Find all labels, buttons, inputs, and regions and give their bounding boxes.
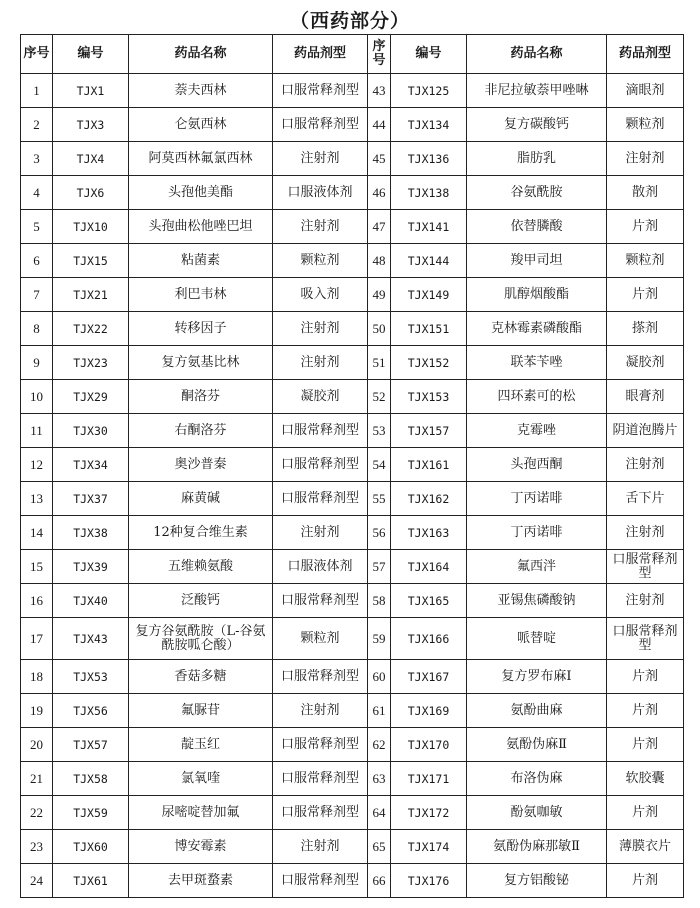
code-cell: TJX29 [53, 380, 129, 414]
name-cell: 尿嘧啶替加氟 [129, 796, 273, 830]
code-cell: TJX60 [53, 830, 129, 864]
form-cell: 注射剂 [273, 830, 368, 864]
seq-cell: 47 [368, 210, 391, 244]
form-cell: 口服常释剂型 [273, 660, 368, 694]
name-cell: 肌醇烟酸酯 [467, 278, 607, 312]
code-cell: TJX170 [391, 728, 467, 762]
form-cell: 凝胶剂 [273, 380, 368, 414]
table-row [21, 380, 684, 414]
seq-cell: 45 [368, 142, 391, 176]
code-cell: TJX134 [391, 108, 467, 142]
code-cell: TJX164 [391, 550, 467, 584]
code-cell: TJX167 [391, 660, 467, 694]
name-cell: 克林霉素磷酸酯 [467, 312, 607, 346]
form-cell: 口服常释剂型 [273, 584, 368, 618]
code-cell: TJX3 [53, 108, 129, 142]
seq-cell: 7 [21, 278, 53, 312]
form-cell: 注射剂 [273, 142, 368, 176]
name-cell: 复方碳酸钙 [467, 108, 607, 142]
seq-cell: 14 [21, 516, 53, 550]
name-cell: 去甲斑蝥素 [129, 864, 273, 898]
table-row [21, 346, 684, 380]
table-row [21, 618, 684, 660]
seq-cell: 52 [368, 380, 391, 414]
code-cell: TJX171 [391, 762, 467, 796]
form-cell: 舌下片 [607, 482, 684, 516]
form-cell: 片剂 [607, 694, 684, 728]
seq-cell: 23 [21, 830, 53, 864]
name-cell: 酚氨咖敏 [467, 796, 607, 830]
table-header-row [21, 35, 684, 74]
name-cell: 五维赖氨酸 [129, 550, 273, 584]
code-cell: TJX174 [391, 830, 467, 864]
table-row [21, 660, 684, 694]
code-cell: TJX144 [391, 244, 467, 278]
form-cell: 口服常释剂型 [273, 796, 368, 830]
name-cell: 麻黄碱 [129, 482, 273, 516]
name-cell: 酮洛芬 [129, 380, 273, 414]
form-cell: 薄膜衣片 [607, 830, 684, 864]
name-cell: 粘菌素 [129, 244, 273, 278]
header-code: 编号 [391, 35, 467, 74]
name-cell: 靛玉红 [129, 728, 273, 762]
seq-cell: 54 [368, 448, 391, 482]
header-name: 药品名称 [467, 35, 607, 74]
code-cell: TJX38 [53, 516, 129, 550]
form-cell: 口服常释剂型 [273, 482, 368, 516]
seq-cell: 5 [21, 210, 53, 244]
form-cell: 口服常释剂型 [273, 762, 368, 796]
name-cell: 羧甲司坦 [467, 244, 607, 278]
code-cell: TJX40 [53, 584, 129, 618]
form-cell: 注射剂 [273, 516, 368, 550]
form-cell: 注射剂 [273, 312, 368, 346]
form-cell: 阴道泡腾片 [607, 414, 684, 448]
code-cell: TJX169 [391, 694, 467, 728]
seq-cell: 11 [21, 414, 53, 448]
form-cell: 口服常释剂型 [607, 618, 684, 660]
form-cell: 搽剂 [607, 312, 684, 346]
form-cell: 口服常释剂型 [607, 550, 684, 584]
code-cell: TJX30 [53, 414, 129, 448]
seq-cell: 46 [368, 176, 391, 210]
name-cell: 奥沙普秦 [129, 448, 273, 482]
code-cell: TJX172 [391, 796, 467, 830]
seq-cell: 61 [368, 694, 391, 728]
code-cell: TJX141 [391, 210, 467, 244]
name-cell: 哌替啶 [467, 618, 607, 660]
form-cell: 口服液体剂 [273, 176, 368, 210]
table-row [21, 762, 684, 796]
name-cell: 氨酚曲麻 [467, 694, 607, 728]
code-cell: TJX153 [391, 380, 467, 414]
form-cell: 散剂 [607, 176, 684, 210]
table-row [21, 176, 684, 210]
seq-cell: 57 [368, 550, 391, 584]
name-cell: 丁丙诺啡 [467, 482, 607, 516]
seq-cell: 2 [21, 108, 53, 142]
form-cell: 注射剂 [607, 448, 684, 482]
name-cell: 泛酸钙 [129, 584, 273, 618]
code-cell: TJX43 [53, 618, 129, 660]
form-cell: 片剂 [607, 210, 684, 244]
name-cell: 氟西泮 [467, 550, 607, 584]
table-row [21, 864, 684, 898]
seq-cell: 60 [368, 660, 391, 694]
code-cell: TJX163 [391, 516, 467, 550]
table-row [21, 796, 684, 830]
code-cell: TJX4 [53, 142, 129, 176]
name-cell: 复方铝酸铋 [467, 864, 607, 898]
form-cell: 软胶囊 [607, 762, 684, 796]
seq-cell: 22 [21, 796, 53, 830]
seq-cell: 59 [368, 618, 391, 660]
name-cell: 博安霉素 [129, 830, 273, 864]
name-cell: 氯氧喹 [129, 762, 273, 796]
table-row [21, 278, 684, 312]
header-seq: 序号 [21, 35, 53, 74]
seq-cell: 10 [21, 380, 53, 414]
form-cell: 颗粒剂 [607, 244, 684, 278]
table-row [21, 728, 684, 762]
name-cell: 复方氨基比林 [129, 346, 273, 380]
form-cell: 口服常释剂型 [273, 108, 368, 142]
seq-cell: 4 [21, 176, 53, 210]
code-cell: TJX58 [53, 762, 129, 796]
code-cell: TJX23 [53, 346, 129, 380]
form-cell: 口服常释剂型 [273, 414, 368, 448]
seq-cell: 17 [21, 618, 53, 660]
code-cell: TJX37 [53, 482, 129, 516]
form-cell: 口服液体剂 [273, 550, 368, 584]
form-cell: 滴眼剂 [607, 74, 684, 108]
table-row [21, 142, 684, 176]
form-cell: 口服常释剂型 [273, 864, 368, 898]
name-cell: 利巴韦林 [129, 278, 273, 312]
name-cell: 香菇多糖 [129, 660, 273, 694]
code-cell: TJX61 [53, 864, 129, 898]
code-cell: TJX57 [53, 728, 129, 762]
name-cell: 四环素可的松 [467, 380, 607, 414]
code-cell: TJX56 [53, 694, 129, 728]
header-form: 药品剂型 [607, 35, 684, 74]
form-cell: 片剂 [607, 728, 684, 762]
code-cell: TJX165 [391, 584, 467, 618]
seq-cell: 58 [368, 584, 391, 618]
seq-cell: 6 [21, 244, 53, 278]
name-cell: 萘夫西林 [129, 74, 273, 108]
name-cell: 脂肪乳 [467, 142, 607, 176]
table-row [21, 482, 684, 516]
table-row [21, 694, 684, 728]
header-name: 药品名称 [129, 35, 273, 74]
seq-cell: 64 [368, 796, 391, 830]
table-row [21, 210, 684, 244]
table-row [21, 312, 684, 346]
code-cell: TJX151 [391, 312, 467, 346]
seq-cell: 15 [21, 550, 53, 584]
seq-cell: 1 [21, 74, 53, 108]
seq-cell: 48 [368, 244, 391, 278]
name-cell: 复方谷氨酰胺（L-谷氨酰胺呱仑酸） [129, 618, 273, 660]
table-row [21, 830, 684, 864]
form-cell: 颗粒剂 [273, 244, 368, 278]
form-cell: 口服常释剂型 [273, 448, 368, 482]
table-row [21, 74, 684, 108]
table-row [21, 108, 684, 142]
name-cell: 氟脲苷 [129, 694, 273, 728]
code-cell: TJX176 [391, 864, 467, 898]
form-cell: 颗粒剂 [273, 618, 368, 660]
seq-cell: 9 [21, 346, 53, 380]
code-cell: TJX152 [391, 346, 467, 380]
code-cell: TJX162 [391, 482, 467, 516]
seq-cell: 63 [368, 762, 391, 796]
code-cell: TJX166 [391, 618, 467, 660]
form-cell: 注射剂 [273, 694, 368, 728]
seq-cell: 66 [368, 864, 391, 898]
seq-cell: 13 [21, 482, 53, 516]
code-cell: TJX6 [53, 176, 129, 210]
seq-cell: 24 [21, 864, 53, 898]
name-cell: 谷氨酰胺 [467, 176, 607, 210]
seq-cell: 51 [368, 346, 391, 380]
page-title: （西药部分） [289, 10, 410, 32]
name-cell: 克霉唑 [467, 414, 607, 448]
code-cell: TJX149 [391, 278, 467, 312]
name-cell: 头孢西酮 [467, 448, 607, 482]
table-row [21, 448, 684, 482]
form-cell: 注射剂 [607, 584, 684, 618]
name-cell: 头孢曲松他唑巴坦 [129, 210, 273, 244]
name-cell: 联苯苄唑 [467, 346, 607, 380]
name-cell: 仑氨西林 [129, 108, 273, 142]
form-cell: 颗粒剂 [607, 108, 684, 142]
code-cell: TJX34 [53, 448, 129, 482]
drug-table [20, 34, 684, 898]
form-cell: 口服常释剂型 [273, 728, 368, 762]
name-cell: 12种复合维生素 [129, 516, 273, 550]
form-cell: 眼膏剂 [607, 380, 684, 414]
code-cell: TJX39 [53, 550, 129, 584]
code-cell: TJX136 [391, 142, 467, 176]
name-cell: 头孢他美酯 [129, 176, 273, 210]
table-row [21, 550, 684, 584]
table-row [21, 414, 684, 448]
code-cell: TJX59 [53, 796, 129, 830]
name-cell: 阿莫西林氟氯西林 [129, 142, 273, 176]
form-cell: 注射剂 [273, 210, 368, 244]
code-cell: TJX161 [391, 448, 467, 482]
seq-cell: 3 [21, 142, 53, 176]
table-row [21, 584, 684, 618]
name-cell: 依替膦酸 [467, 210, 607, 244]
seq-cell: 56 [368, 516, 391, 550]
name-cell: 丁丙诺啡 [467, 516, 607, 550]
name-cell: 非尼拉敏萘甲唑啉 [467, 74, 607, 108]
seq-cell: 21 [21, 762, 53, 796]
code-cell: TJX22 [53, 312, 129, 346]
name-cell: 亚锡焦磷酸钠 [467, 584, 607, 618]
seq-cell: 44 [368, 108, 391, 142]
name-cell: 布洛伪麻 [467, 762, 607, 796]
header-seq: 序号 [368, 35, 391, 74]
header-form: 药品剂型 [273, 35, 368, 74]
header-code: 编号 [53, 35, 129, 74]
name-cell: 转移因子 [129, 312, 273, 346]
table-body [21, 74, 684, 898]
seq-cell: 49 [368, 278, 391, 312]
seq-cell: 62 [368, 728, 391, 762]
name-cell: 复方罗布麻Ⅰ [467, 660, 607, 694]
form-cell: 片剂 [607, 796, 684, 830]
form-cell: 口服常释剂型 [273, 74, 368, 108]
table-row [21, 516, 684, 550]
name-cell: 右酮洛芬 [129, 414, 273, 448]
code-cell: TJX53 [53, 660, 129, 694]
form-cell: 注射剂 [273, 346, 368, 380]
seq-cell: 8 [21, 312, 53, 346]
seq-cell: 18 [21, 660, 53, 694]
seq-cell: 50 [368, 312, 391, 346]
form-cell: 注射剂 [607, 142, 684, 176]
seq-cell: 65 [368, 830, 391, 864]
seq-cell: 12 [21, 448, 53, 482]
seq-cell: 55 [368, 482, 391, 516]
seq-cell: 43 [368, 74, 391, 108]
code-cell: TJX1 [53, 74, 129, 108]
code-cell: TJX138 [391, 176, 467, 210]
form-cell: 片剂 [607, 660, 684, 694]
name-cell: 氨酚伪麻那敏Ⅱ [467, 830, 607, 864]
name-cell: 氨酚伪麻Ⅱ [467, 728, 607, 762]
code-cell: TJX21 [53, 278, 129, 312]
code-cell: TJX125 [391, 74, 467, 108]
form-cell: 吸入剂 [273, 278, 368, 312]
seq-cell: 19 [21, 694, 53, 728]
form-cell: 注射剂 [607, 516, 684, 550]
code-cell: TJX15 [53, 244, 129, 278]
seq-cell: 20 [21, 728, 53, 762]
form-cell: 片剂 [607, 864, 684, 898]
form-cell: 凝胶剂 [607, 346, 684, 380]
seq-cell: 16 [21, 584, 53, 618]
code-cell: TJX157 [391, 414, 467, 448]
form-cell: 片剂 [607, 278, 684, 312]
code-cell: TJX10 [53, 210, 129, 244]
table-row [21, 244, 684, 278]
seq-cell: 53 [368, 414, 391, 448]
